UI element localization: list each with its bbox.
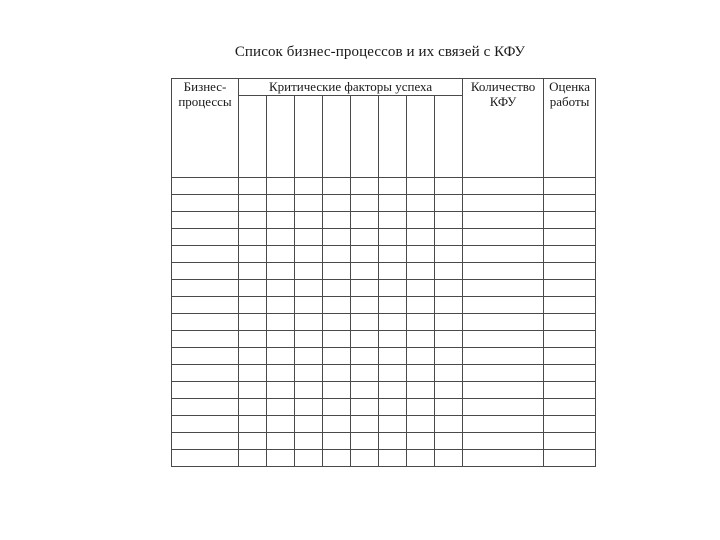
factor-cell[interactable] bbox=[239, 212, 267, 229]
factor-cell[interactable] bbox=[435, 433, 463, 450]
evaluation-cell[interactable] bbox=[544, 348, 596, 365]
factor-cell[interactable] bbox=[295, 297, 323, 314]
table-row bbox=[172, 416, 596, 433]
evaluation-cell[interactable] bbox=[544, 297, 596, 314]
factor-cell[interactable] bbox=[407, 433, 435, 450]
factor-cell[interactable] bbox=[435, 416, 463, 433]
header-work-evaluation-label: Оценка работы bbox=[549, 79, 591, 109]
factor-cell[interactable] bbox=[407, 280, 435, 297]
factor-cell[interactable] bbox=[267, 212, 295, 229]
header-ksf-count bbox=[463, 79, 544, 178]
evaluation-cell[interactable] bbox=[544, 314, 596, 331]
table-row bbox=[172, 450, 596, 467]
evaluation-cell[interactable] bbox=[544, 195, 596, 212]
factor-cell[interactable] bbox=[239, 399, 267, 416]
factor-cell[interactable] bbox=[351, 178, 379, 195]
factor-cell[interactable] bbox=[407, 365, 435, 382]
table-row bbox=[172, 297, 596, 314]
factor-header-cell bbox=[239, 96, 267, 178]
factor-cell[interactable] bbox=[295, 229, 323, 246]
factor-cell[interactable] bbox=[267, 195, 295, 212]
table-row bbox=[172, 246, 596, 263]
factor-cell[interactable] bbox=[435, 229, 463, 246]
factor-cell[interactable] bbox=[239, 246, 267, 263]
factor-cell[interactable] bbox=[295, 195, 323, 212]
factor-cell[interactable] bbox=[239, 416, 267, 433]
factor-cell[interactable] bbox=[435, 314, 463, 331]
evaluation-cell[interactable] bbox=[544, 280, 596, 297]
table-row bbox=[172, 280, 596, 297]
document-title: Список бизнес-процессов и их связей с КФУ bbox=[234, 44, 526, 60]
factor-cell[interactable] bbox=[379, 314, 407, 331]
kfu-table-container bbox=[171, 78, 595, 462]
process-cell[interactable] bbox=[172, 297, 239, 314]
factor-header-cell bbox=[323, 96, 351, 178]
ksf-count-cell[interactable] bbox=[463, 450, 544, 467]
factor-cell[interactable] bbox=[351, 331, 379, 348]
table-row bbox=[172, 195, 596, 212]
factor-cell[interactable] bbox=[407, 246, 435, 263]
factor-cell[interactable] bbox=[379, 348, 407, 365]
process-cell[interactable] bbox=[172, 399, 239, 416]
factor-cell[interactable] bbox=[295, 399, 323, 416]
factor-cell[interactable] bbox=[295, 331, 323, 348]
table-body bbox=[172, 178, 596, 467]
process-cell[interactable] bbox=[172, 382, 239, 399]
factor-cell[interactable] bbox=[379, 433, 407, 450]
table-row bbox=[172, 263, 596, 280]
ksf-count-cell[interactable] bbox=[463, 246, 544, 263]
process-cell[interactable] bbox=[172, 331, 239, 348]
factor-cell[interactable] bbox=[239, 348, 267, 365]
factor-cell[interactable] bbox=[323, 280, 351, 297]
header-business-processes bbox=[172, 79, 239, 178]
factor-cell[interactable] bbox=[239, 450, 267, 467]
factor-cell[interactable] bbox=[295, 433, 323, 450]
process-cell[interactable] bbox=[172, 246, 239, 263]
factor-cell[interactable] bbox=[351, 314, 379, 331]
factor-cell[interactable] bbox=[239, 314, 267, 331]
factor-cell[interactable] bbox=[267, 314, 295, 331]
factor-cell[interactable] bbox=[267, 416, 295, 433]
factor-cell[interactable] bbox=[295, 246, 323, 263]
table-row bbox=[172, 331, 596, 348]
factor-cell[interactable] bbox=[295, 450, 323, 467]
factor-cell[interactable] bbox=[239, 365, 267, 382]
process-cell[interactable] bbox=[172, 314, 239, 331]
factor-cell[interactable] bbox=[435, 399, 463, 416]
ksf-count-cell[interactable] bbox=[463, 229, 544, 246]
factor-cell[interactable] bbox=[267, 178, 295, 195]
factor-cell[interactable] bbox=[267, 297, 295, 314]
factor-cell[interactable] bbox=[267, 365, 295, 382]
factor-cell[interactable] bbox=[239, 229, 267, 246]
factor-cell[interactable] bbox=[323, 331, 351, 348]
kfu-table bbox=[171, 78, 596, 467]
process-cell[interactable] bbox=[172, 178, 239, 195]
ksf-count-cell[interactable] bbox=[463, 331, 544, 348]
factor-cell[interactable] bbox=[407, 263, 435, 280]
factor-cell[interactable] bbox=[323, 450, 351, 467]
factor-cell[interactable] bbox=[379, 246, 407, 263]
evaluation-cell[interactable] bbox=[544, 212, 596, 229]
process-cell[interactable] bbox=[172, 416, 239, 433]
factor-cell[interactable] bbox=[323, 399, 351, 416]
factor-cell[interactable] bbox=[323, 297, 351, 314]
factor-cell[interactable] bbox=[435, 280, 463, 297]
factor-cell[interactable] bbox=[379, 399, 407, 416]
factor-cell[interactable] bbox=[267, 450, 295, 467]
factor-cell[interactable] bbox=[435, 450, 463, 467]
header-work-evaluation bbox=[544, 79, 596, 178]
factor-cell[interactable] bbox=[239, 297, 267, 314]
factor-cell[interactable] bbox=[351, 195, 379, 212]
factor-cell[interactable] bbox=[435, 178, 463, 195]
factor-cell[interactable] bbox=[267, 348, 295, 365]
factor-cell[interactable] bbox=[295, 416, 323, 433]
factor-cell[interactable] bbox=[379, 212, 407, 229]
factor-cell[interactable] bbox=[379, 450, 407, 467]
factor-header-cell bbox=[295, 96, 323, 178]
factor-cell[interactable] bbox=[435, 212, 463, 229]
ksf-count-cell[interactable] bbox=[463, 399, 544, 416]
table-row bbox=[172, 399, 596, 416]
factor-header-cell bbox=[351, 96, 379, 178]
factor-cell[interactable] bbox=[323, 314, 351, 331]
factor-cell[interactable] bbox=[435, 246, 463, 263]
ksf-count-cell[interactable] bbox=[463, 297, 544, 314]
factor-cell[interactable] bbox=[295, 263, 323, 280]
factor-cell[interactable] bbox=[351, 246, 379, 263]
table-header-row bbox=[172, 79, 596, 96]
factor-cell[interactable] bbox=[435, 365, 463, 382]
ksf-count-cell[interactable] bbox=[463, 280, 544, 297]
header-ksf-count-label: Количество КФУ bbox=[470, 79, 536, 109]
factor-cell[interactable] bbox=[267, 229, 295, 246]
table-row bbox=[172, 382, 596, 399]
factor-cell[interactable] bbox=[407, 416, 435, 433]
factor-cell[interactable] bbox=[407, 314, 435, 331]
factor-cell[interactable] bbox=[267, 331, 295, 348]
factor-cell[interactable] bbox=[351, 212, 379, 229]
factor-cell[interactable] bbox=[435, 348, 463, 365]
factor-cell[interactable] bbox=[267, 433, 295, 450]
factor-cell[interactable] bbox=[267, 246, 295, 263]
factor-cell[interactable] bbox=[407, 178, 435, 195]
table-row bbox=[172, 348, 596, 365]
factor-cell[interactable] bbox=[379, 416, 407, 433]
factor-cell[interactable] bbox=[295, 314, 323, 331]
ksf-count-cell[interactable] bbox=[463, 382, 544, 399]
factor-cell[interactable] bbox=[407, 331, 435, 348]
factor-cell[interactable] bbox=[267, 382, 295, 399]
factor-cell[interactable] bbox=[435, 297, 463, 314]
evaluation-cell[interactable] bbox=[544, 331, 596, 348]
factor-cell[interactable] bbox=[435, 195, 463, 212]
factor-cell[interactable] bbox=[239, 263, 267, 280]
table-row bbox=[172, 433, 596, 450]
factor-cell[interactable] bbox=[435, 331, 463, 348]
factor-cell[interactable] bbox=[295, 212, 323, 229]
evaluation-cell[interactable] bbox=[544, 229, 596, 246]
process-cell[interactable] bbox=[172, 348, 239, 365]
factor-header-cell bbox=[379, 96, 407, 178]
process-cell[interactable] bbox=[172, 450, 239, 467]
header-critical-success-factors-label: Критические факторы успеха bbox=[268, 79, 433, 94]
table-row bbox=[172, 314, 596, 331]
process-cell[interactable] bbox=[172, 195, 239, 212]
evaluation-cell[interactable] bbox=[544, 450, 596, 467]
factor-cell[interactable] bbox=[379, 263, 407, 280]
evaluation-cell[interactable] bbox=[544, 178, 596, 195]
table-row bbox=[172, 212, 596, 229]
factor-cell[interactable] bbox=[323, 433, 351, 450]
header-business-processes-label: Бизнес-процессы bbox=[178, 79, 232, 109]
factor-cell[interactable] bbox=[351, 280, 379, 297]
factor-cell[interactable] bbox=[351, 348, 379, 365]
factor-cell[interactable] bbox=[323, 195, 351, 212]
factor-header-cell bbox=[267, 96, 295, 178]
factor-cell[interactable] bbox=[351, 399, 379, 416]
factor-cell[interactable] bbox=[407, 195, 435, 212]
factor-cell[interactable] bbox=[239, 178, 267, 195]
process-cell[interactable] bbox=[172, 229, 239, 246]
evaluation-cell[interactable] bbox=[544, 246, 596, 263]
factor-cell[interactable] bbox=[323, 263, 351, 280]
factor-cell[interactable] bbox=[351, 433, 379, 450]
factor-cell[interactable] bbox=[239, 433, 267, 450]
factor-cell[interactable] bbox=[379, 331, 407, 348]
evaluation-cell[interactable] bbox=[544, 416, 596, 433]
evaluation-cell[interactable] bbox=[544, 263, 596, 280]
factor-cell[interactable] bbox=[379, 178, 407, 195]
factor-cell[interactable] bbox=[295, 348, 323, 365]
ksf-count-cell[interactable] bbox=[463, 263, 544, 280]
factor-cell[interactable] bbox=[407, 297, 435, 314]
factor-cell[interactable] bbox=[323, 246, 351, 263]
factor-cell[interactable] bbox=[407, 348, 435, 365]
factor-cell[interactable] bbox=[267, 263, 295, 280]
factor-cell[interactable] bbox=[351, 450, 379, 467]
process-cell[interactable] bbox=[172, 263, 239, 280]
factor-cell[interactable] bbox=[295, 365, 323, 382]
factor-cell[interactable] bbox=[323, 348, 351, 365]
ksf-count-cell[interactable] bbox=[463, 195, 544, 212]
factor-cell[interactable] bbox=[351, 297, 379, 314]
evaluation-cell[interactable] bbox=[544, 365, 596, 382]
factor-cell[interactable] bbox=[351, 229, 379, 246]
factor-cell[interactable] bbox=[295, 280, 323, 297]
factor-cell[interactable] bbox=[351, 263, 379, 280]
factor-cell[interactable] bbox=[407, 382, 435, 399]
factor-cell[interactable] bbox=[435, 263, 463, 280]
factor-cell[interactable] bbox=[239, 280, 267, 297]
ksf-count-cell[interactable] bbox=[463, 433, 544, 450]
ksf-count-cell[interactable] bbox=[463, 212, 544, 229]
factor-cell[interactable] bbox=[407, 450, 435, 467]
evaluation-cell[interactable] bbox=[544, 433, 596, 450]
factor-cell[interactable] bbox=[379, 280, 407, 297]
factor-cell[interactable] bbox=[323, 382, 351, 399]
factor-cell[interactable] bbox=[295, 382, 323, 399]
ksf-count-cell[interactable] bbox=[463, 178, 544, 195]
process-cell[interactable] bbox=[172, 433, 239, 450]
factor-header-cell bbox=[435, 96, 463, 178]
table-row bbox=[172, 178, 596, 195]
process-cell[interactable] bbox=[172, 365, 239, 382]
table-row bbox=[172, 229, 596, 246]
factor-cell[interactable] bbox=[239, 331, 267, 348]
factor-cell[interactable] bbox=[435, 382, 463, 399]
factor-cell[interactable] bbox=[323, 365, 351, 382]
table-row bbox=[172, 365, 596, 382]
process-cell[interactable] bbox=[172, 280, 239, 297]
factor-cell[interactable] bbox=[379, 229, 407, 246]
process-cell[interactable] bbox=[172, 212, 239, 229]
factor-cell[interactable] bbox=[267, 399, 295, 416]
ksf-count-cell[interactable] bbox=[463, 416, 544, 433]
factor-cell[interactable] bbox=[267, 280, 295, 297]
ksf-count-cell[interactable] bbox=[463, 314, 544, 331]
factor-cell[interactable] bbox=[379, 195, 407, 212]
factor-cell[interactable] bbox=[379, 297, 407, 314]
factor-cell[interactable] bbox=[351, 365, 379, 382]
factor-cell[interactable] bbox=[239, 382, 267, 399]
evaluation-cell[interactable] bbox=[544, 399, 596, 416]
factor-cell[interactable] bbox=[351, 416, 379, 433]
factor-cell[interactable] bbox=[323, 212, 351, 229]
factor-cell[interactable] bbox=[379, 382, 407, 399]
factor-cell[interactable] bbox=[323, 416, 351, 433]
factor-cell[interactable] bbox=[407, 229, 435, 246]
factor-cell[interactable] bbox=[351, 382, 379, 399]
evaluation-cell[interactable] bbox=[544, 382, 596, 399]
factor-cell[interactable] bbox=[295, 178, 323, 195]
factor-cell[interactable] bbox=[407, 399, 435, 416]
factor-header-cell bbox=[407, 96, 435, 178]
ksf-count-cell[interactable] bbox=[463, 348, 544, 365]
factor-cell[interactable] bbox=[379, 365, 407, 382]
factor-cell[interactable] bbox=[407, 212, 435, 229]
factor-cell[interactable] bbox=[323, 178, 351, 195]
ksf-count-cell[interactable] bbox=[463, 365, 544, 382]
header-critical-success-factors bbox=[239, 79, 463, 96]
factor-cell[interactable] bbox=[323, 229, 351, 246]
factor-cell[interactable] bbox=[239, 195, 267, 212]
